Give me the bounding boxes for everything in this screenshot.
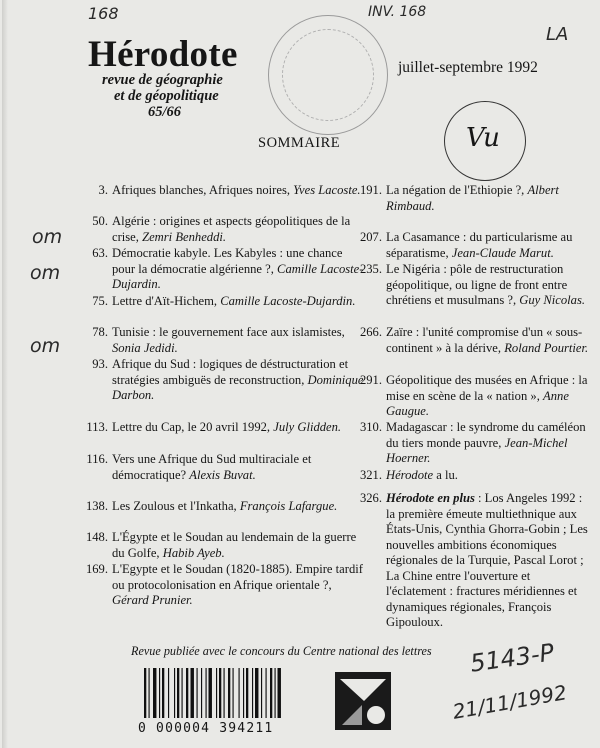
toc-text bbox=[112, 420, 364, 436]
sponsor-note: Revue publiée avec le concours du Centre national des lettres bbox=[131, 644, 432, 658]
toc-title: Algérie : origines et aspects géopolitiques de la crise, bbox=[112, 214, 351, 244]
toc-author: Sonia Jedidi. bbox=[112, 340, 178, 355]
toc-page-number: 63. bbox=[92, 246, 108, 260]
barcode-bar bbox=[246, 668, 248, 718]
library-stamp-inner bbox=[282, 29, 374, 121]
sommaire-heading: SOMMAIRE bbox=[258, 135, 341, 151]
toc-text bbox=[112, 325, 364, 356]
toc-page-number: 75. bbox=[92, 294, 108, 308]
toc-author: Habib Ayeb. bbox=[162, 545, 225, 560]
toc-title: Lettre d'Aït-Hichem, bbox=[112, 294, 221, 308]
toc-author: Jean-Michel Hoerner. bbox=[386, 435, 568, 465]
journal-title: Hérodote bbox=[88, 34, 238, 75]
toc-title: L'Egypte et le Soudan (1820-1885). Empire tardif ou protocolonisation en Afrique orientale ?, bbox=[112, 562, 363, 592]
barcode-bar bbox=[243, 668, 244, 718]
toc-title: a lu. bbox=[433, 468, 458, 482]
barcode-bar bbox=[255, 668, 258, 718]
toc-text bbox=[112, 294, 364, 310]
page-edge-shadow bbox=[2, 0, 8, 748]
toc-text bbox=[112, 214, 364, 245]
toc-page-number: 3. bbox=[98, 183, 108, 197]
barcode-bar bbox=[266, 668, 267, 718]
toc-text bbox=[112, 357, 364, 404]
toc-text bbox=[386, 420, 592, 467]
toc-title: La Casamance : du particularisme au séparatisme, bbox=[386, 230, 573, 260]
barcode-bar bbox=[149, 668, 150, 718]
toc-text bbox=[386, 373, 592, 420]
barcode-bar bbox=[201, 668, 202, 718]
barcode-bar bbox=[252, 668, 253, 718]
toc-author: Hérodote en plus bbox=[386, 491, 475, 505]
toc-page-number: 291. bbox=[359, 373, 382, 387]
toc-text bbox=[386, 230, 592, 261]
barcode-bar bbox=[144, 668, 146, 718]
toc-title: Les Zoulous et l'Inkatha, bbox=[112, 499, 240, 513]
toc-author: Gérard Prunier. bbox=[112, 593, 193, 607]
barcode-bar bbox=[168, 668, 169, 718]
toc-author: Anne Gaugue. bbox=[386, 388, 569, 418]
publisher-logo bbox=[334, 671, 392, 731]
toc-author: Guy Nicolas. bbox=[519, 293, 586, 307]
barcode-bar bbox=[216, 668, 217, 718]
barcode-bar bbox=[177, 668, 179, 718]
toc-author: Roland Pourtier. bbox=[504, 340, 589, 355]
barcode-bar bbox=[278, 668, 281, 718]
barcode-bar bbox=[275, 668, 276, 718]
barcode-bar bbox=[153, 668, 156, 718]
toc-page-number: 78. bbox=[92, 325, 108, 339]
toc-title: : Los Angeles 1992 : la première émeute multiethnique aux États-Unis, Cynthia Ghorra-Gobin ; Les nouvelles ambitions économiques régionales de la Turquie, Pascal Lorot ; La Chine entre l'ouverture et l'éclatement : fractures méridiennes et dynamiques régionales, François Gipouloux. bbox=[386, 491, 588, 629]
vu-handwritten-mark: Vu bbox=[466, 123, 500, 153]
barcode-bar bbox=[261, 668, 262, 718]
handwritten-margin-mark: om bbox=[30, 335, 61, 357]
toc-title: La négation de l'Ethiopie ?, bbox=[386, 183, 528, 197]
toc-author: Camille Lacoste-Dujardin. bbox=[112, 261, 364, 291]
journal-subtitle-line2: et de géopolitique bbox=[114, 88, 219, 104]
toc-page-number: 113. bbox=[86, 420, 108, 434]
handwritten-date: 21/11/1992 bbox=[450, 680, 569, 724]
barcode-bar bbox=[228, 668, 230, 718]
toc-title: Madagascar : le syndrome du caméléon du tiers monde pauvre, bbox=[386, 420, 586, 450]
toc-title: Le Nigéria : pôle de restructuration géopolitique, ou ligne de front entre chrétiens et musulmans ?, bbox=[386, 262, 568, 307]
toc-author: July Glidden. bbox=[273, 420, 342, 434]
journal-subtitle-line1: revue de géographie bbox=[102, 72, 223, 88]
toc-page-number: 148. bbox=[85, 530, 108, 544]
toc-text bbox=[386, 183, 592, 214]
toc-title: Vers une Afrique du Sud multiraciale et démocratique? bbox=[112, 452, 312, 482]
handwritten-margin-mark: om bbox=[32, 226, 63, 248]
barcode-bar bbox=[182, 668, 183, 718]
toc-page-number: 191. bbox=[359, 183, 382, 197]
toc-page-number: 93. bbox=[92, 357, 108, 371]
barcode-bar bbox=[159, 668, 160, 718]
handwritten-call-number: 5143-P bbox=[468, 638, 556, 678]
toc-page-number: 235. bbox=[359, 262, 382, 276]
barcode-bar bbox=[219, 668, 221, 718]
toc-title: Géopolitique des musées en Afrique : la mise en scène de la « nation », bbox=[386, 373, 588, 403]
barcode-bar bbox=[191, 668, 194, 718]
toc-author: François Lafargue. bbox=[239, 499, 338, 513]
toc-page-number: 138. bbox=[85, 499, 108, 513]
toc-text bbox=[386, 325, 592, 356]
barcode-bar bbox=[233, 668, 234, 718]
toc-author: Camille Lacoste-Dujardin. bbox=[220, 294, 356, 308]
toc-page-number: 310. bbox=[359, 420, 382, 434]
toc-text bbox=[112, 246, 364, 293]
toc-page-number: 116. bbox=[86, 452, 108, 466]
toc-author: Albert Rimbaud. bbox=[386, 183, 559, 213]
toc-author: Hérodote bbox=[386, 468, 434, 482]
issue-number: 65/66 bbox=[148, 104, 182, 120]
barcode-bar bbox=[209, 668, 212, 718]
toc-title: Lettre du Cap, le 20 avril 1992, bbox=[112, 420, 274, 434]
toc-title: Tunisie : le gouvernement face aux islamistes, bbox=[112, 325, 345, 339]
toc-title: L'Égypte et le Soudan au lendemain de la guerre du Golfe, bbox=[112, 530, 357, 560]
toc-text bbox=[112, 183, 364, 199]
handwritten-margin-mark: om bbox=[30, 262, 61, 284]
barcode-bar bbox=[186, 668, 188, 718]
toc-page-number: 207. bbox=[359, 230, 382, 244]
toc-author: Alexis Buvat. bbox=[189, 467, 256, 482]
barcode-bar bbox=[270, 668, 272, 718]
toc-text bbox=[386, 468, 592, 484]
handwritten-inventory-number: INV. 168 bbox=[368, 4, 427, 20]
toc-title: Afrique du Sud : logiques de déstructuration et stratégies ambiguës de reconstruction, bbox=[112, 357, 349, 387]
barcode-bar bbox=[174, 668, 175, 718]
toc-title: Démocratie kabyle. Les Kabyles : une chance pour la démocratie algérienne ?, bbox=[112, 246, 343, 276]
handwritten-mark-top-right: LA bbox=[546, 24, 569, 45]
barcode-bar bbox=[239, 668, 240, 718]
toc-text bbox=[112, 530, 364, 561]
toc-text bbox=[112, 452, 364, 483]
toc-title: Afriques blanches, Afriques noires, bbox=[112, 183, 294, 197]
barcode-bar bbox=[162, 668, 164, 718]
barcode-bar bbox=[224, 668, 225, 718]
toc-page-number: 266. bbox=[359, 325, 382, 339]
toc-author: Zemri Benheddi. bbox=[142, 229, 227, 244]
toc-author: Yves Lacoste. bbox=[293, 183, 361, 197]
toc-title: Zaïre : l'unité compromise d'un « sous-continent » à la dérive, bbox=[386, 325, 583, 355]
barcode-number: 0 000004 394211 bbox=[138, 721, 274, 736]
toc-text bbox=[112, 562, 364, 609]
issue-date: juillet-septembre 1992 bbox=[398, 59, 538, 76]
handwritten-number-top-left: 168 bbox=[88, 4, 119, 23]
toc-author: Dominique Darbon. bbox=[112, 372, 364, 402]
toc-text bbox=[112, 499, 364, 515]
toc-page-number: 169. bbox=[85, 562, 108, 576]
toc-page-number: 321. bbox=[359, 468, 382, 482]
barcode-bar bbox=[197, 668, 198, 718]
toc-author: Jean-Claude Marut. bbox=[451, 245, 554, 260]
toc-text bbox=[386, 491, 592, 631]
toc-text bbox=[386, 262, 592, 309]
toc-page-number: 326. bbox=[359, 491, 382, 505]
barcode-bar bbox=[206, 668, 207, 718]
toc-page-number: 50. bbox=[92, 214, 108, 228]
